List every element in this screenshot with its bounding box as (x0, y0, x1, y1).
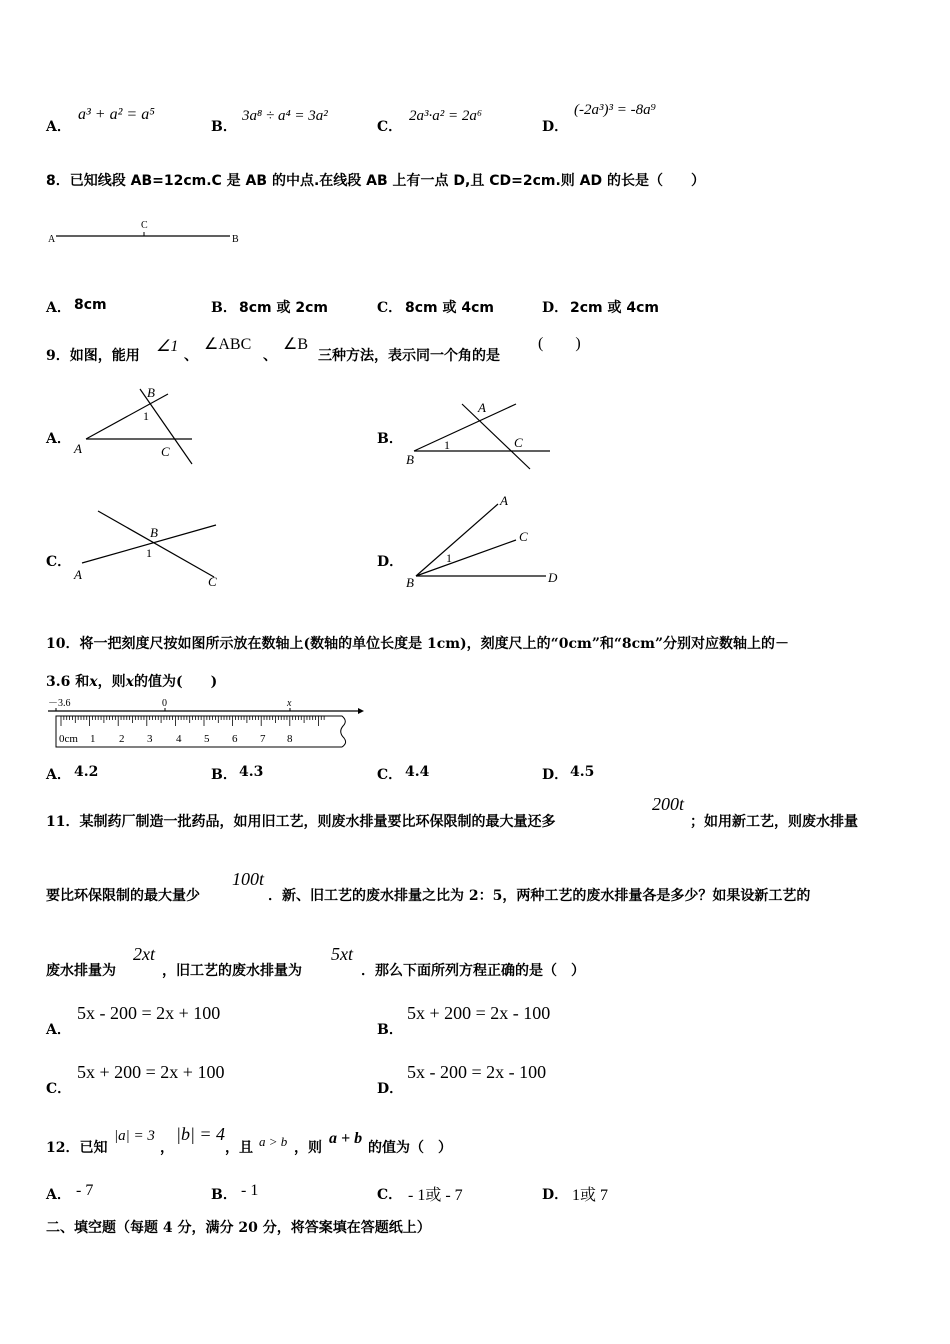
q10-option-a-text: 4.2 (74, 764, 99, 780)
q10-stem-line2 (46, 671, 217, 691)
q11-line1-b: ；如用新工艺，则废水排量 (690, 814, 858, 830)
q9a-label-1: 1 (143, 409, 149, 423)
q8-option-b-text: 8cm 或 2cm (239, 300, 329, 316)
q12-stem-b: ， (160, 1140, 174, 1156)
q9-option-c-letter: C． (46, 554, 72, 570)
q11-expr-2xt: 2xt (133, 944, 155, 964)
q11-option-c-letter: C． (46, 1081, 72, 1097)
q9-stem-end: 三种方法，表示同一个角的是 (318, 348, 500, 364)
q11-line3-a: 废水排量为 (46, 963, 116, 979)
q10-option-c-text: 4.4 (405, 764, 430, 780)
q11-line2-a: 要比环保限制的最大量少 (46, 888, 200, 904)
q12-option-d-letter: D． (542, 1187, 569, 1203)
q11-option-b-expr: 5x + 200 = 2x - 100 (407, 1003, 551, 1023)
q11-option-a-letter: A． (46, 1022, 71, 1038)
q7-option-c-expr: 2a³·a² = 2a⁶ (409, 108, 483, 124)
q12-option-c-text: - 1或 - 7 (408, 1187, 463, 1204)
q10-stem-var-x: x (89, 674, 98, 690)
q8-label-b: B (232, 234, 239, 245)
q10-ruler-body (56, 716, 346, 747)
q11-option-a-expr: 5x - 200 = 2x + 100 (77, 1003, 221, 1023)
q9b-label-c: C (514, 435, 523, 450)
q8-option-a-letter: A． (46, 300, 71, 316)
q9c-label-1: 1 (146, 546, 152, 560)
q10-ruler-figure (44, 694, 370, 752)
q10-option-d-letter: D． (542, 767, 569, 783)
q10-option-c-letter: C． (377, 767, 403, 783)
q12-option-b-letter: B． (211, 1187, 237, 1203)
q11-expr-200t: 200t (652, 794, 685, 814)
q10-scale-label-1: 1 (90, 733, 96, 745)
q7-option-a-letter: A． (46, 119, 71, 135)
q10-option-b-text: 4.3 (239, 764, 264, 780)
q9-option-b-figure (400, 395, 560, 475)
q11-option-c-expr: 5x + 200 = 2x + 100 (77, 1062, 225, 1082)
q9-option-a-letter: A． (46, 431, 71, 447)
q8-label-c: C (141, 220, 148, 231)
q9d-label-a: A (500, 493, 508, 508)
q12-option-a-text: - 7 (76, 1182, 94, 1199)
q12-option-b-text: - 1 (241, 1182, 259, 1199)
q8-option-d-text: 2cm 或 4cm (570, 300, 660, 316)
q10-scale-label-7: 7 (260, 733, 266, 745)
q8-stem: 8．已知线段 AB=12cm.C 是 AB 的中点.在线段 AB 上有一点 D,且 CD=2cm.则 AD 的长是（ ） (46, 173, 705, 189)
q9-paren: ( ) (538, 335, 581, 352)
q10-scale-label-6: 6 (232, 733, 238, 745)
q7-option-b-letter: B． (211, 119, 237, 135)
q7-option-d-letter: D． (542, 119, 569, 135)
q7-option-a-expr: a³ + a² = a⁵ (78, 106, 155, 123)
q9d-label-1: 1 (446, 551, 452, 565)
q12-expr-a-plus-b: a + b (329, 1130, 363, 1147)
q9c-label-c: C (208, 574, 217, 589)
q9a-label-c: C (161, 444, 170, 459)
q10-scale-label-4: 4 (176, 733, 182, 745)
q9b-label-a: A (478, 400, 486, 415)
q10-option-d-text: 4.5 (570, 764, 595, 780)
q10-scale-label-5: 5 (204, 733, 210, 745)
q8-option-c-letter: C． (377, 300, 403, 316)
q10-axis-label-zero: 0 (162, 698, 167, 709)
q8-segment-figure (44, 214, 254, 248)
q8-label-a: A (48, 234, 56, 245)
q9-angle-abc: ∠ABC (204, 336, 252, 353)
q11-line1-a: 11．某制药厂制造一批药品，如用旧工艺，则废水排量要比环保限制的最大量还多 (46, 814, 556, 830)
q9-sep-1: 、 (184, 348, 198, 364)
q9-option-c-figure (70, 505, 230, 595)
q11-expr-5xt: 5xt (331, 944, 353, 964)
q9-option-d-letter: D． (377, 554, 404, 570)
q12-option-a-letter: A． (46, 1187, 71, 1203)
q10-scale-label-0: 0cm (59, 733, 78, 745)
q8-option-b-letter: B． (211, 300, 237, 316)
q7-option-c-letter: C． (377, 119, 403, 135)
q7-option-b-expr: 3a⁸ ÷ a⁴ = 3a² (242, 108, 328, 124)
q9c-label-a: A (74, 567, 82, 582)
q11-expr-100t: 100t (232, 869, 265, 889)
q10-axis-label-neg: －3.6 (48, 698, 71, 709)
q7-option-d-expr: (-2a³)³ = -8a⁹ (574, 102, 656, 118)
q10-stem-line1: 10．将一把刻度尺按如图所示放在数轴上(数轴的单位长度是 1cm)，刻度尺上的“0cm”和“8cm”分别对应数轴上的－ (46, 636, 790, 652)
q12-option-d-text: 1或 7 (572, 1187, 609, 1204)
q9c-label-b: B (150, 525, 158, 540)
q10-option-a-letter: A． (46, 767, 71, 783)
q9a-label-a: A (74, 441, 82, 456)
q9-option-d-figure (400, 490, 570, 590)
q10-scale-label-2: 2 (119, 733, 125, 745)
q12-expr-abs-b: |b| = 4 (176, 1124, 226, 1144)
q9-angle-b: ∠B (283, 336, 309, 353)
q9-option-a-figure (70, 380, 210, 470)
q10-scale-label-8: 8 (287, 733, 293, 745)
q8-option-a-text: 8cm (74, 297, 107, 313)
q8-option-c-text: 8cm 或 4cm (405, 300, 495, 316)
q10-stem-line2-a: 3.6 和 (46, 674, 90, 690)
q9b-label-1: 1 (444, 438, 450, 452)
q9-option-b-letter: B． (377, 431, 403, 447)
q12-stem-c: ，且 (225, 1140, 253, 1156)
q12-expr-a-gt-b: a > b (259, 1134, 288, 1149)
q9-angle-1: ∠1 (156, 338, 179, 355)
q10-axis-label-x: x (287, 698, 292, 709)
q9-sep-2: 、 (263, 348, 277, 364)
q9d-label-d: D (548, 570, 558, 585)
section-2-heading: 二、填空题（每题 4 分，满分 20 分，将答案填在答题纸上） (46, 1220, 431, 1236)
q11-option-d-letter: D． (377, 1081, 404, 1097)
q12-expr-abs-a: |a| = 3 (114, 1128, 155, 1144)
q10-ruler-ticks (61, 716, 324, 726)
q12-stem-a: 12．已知 (46, 1140, 108, 1156)
q12-option-c-letter: C． (377, 1187, 403, 1203)
q11-line3-b: ，旧工艺的废水排量为 (162, 963, 302, 979)
q10-stem-line2-c: 的值为( ) (133, 674, 218, 690)
q10-option-b-letter: B． (211, 767, 237, 783)
q11-line2-b: ．新、旧工艺的废水排量之比为 2：5，两种工艺的废水排量各是多少？如果设新工艺的 (268, 888, 811, 904)
q10-axis-arrow (358, 708, 364, 714)
q12-stem-d: ，则 (294, 1140, 322, 1156)
q9-stem-start: 9．如图，能用 (46, 348, 140, 364)
q10-stem-var-x2: x (125, 674, 134, 690)
q11-line3-c: ．那么下面所列方程正确的是（ ） (361, 963, 585, 979)
q11-option-d-expr: 5x - 200 = 2x - 100 (407, 1062, 547, 1082)
q8-option-d-letter: D． (542, 300, 569, 316)
q10-ruler-labels (59, 733, 293, 745)
q10-stem-line2-b: ，则 (97, 674, 126, 690)
q9d-label-b: B (406, 575, 414, 590)
q9d-label-c: C (519, 529, 528, 544)
q12-stem-e: 的值为（ ） (368, 1140, 452, 1156)
q9a-label-b: B (147, 385, 155, 400)
q9b-label-b: B (406, 452, 414, 467)
q10-scale-label-3: 3 (147, 733, 153, 745)
q11-option-b-letter: B． (377, 1022, 403, 1038)
